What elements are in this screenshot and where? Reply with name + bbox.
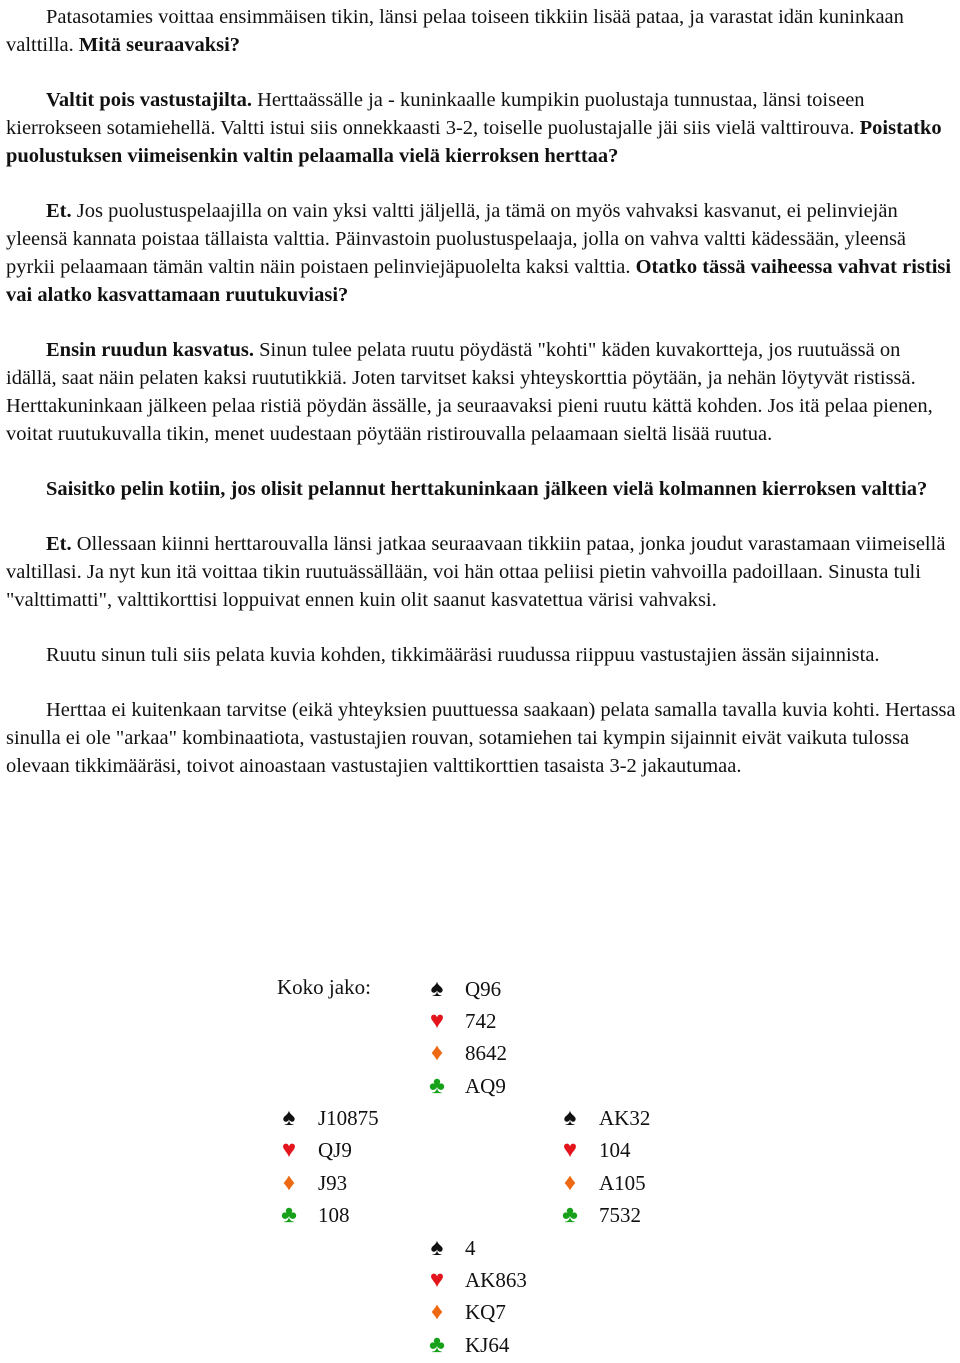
diamond-icon: ♦	[430, 1040, 444, 1066]
bold-text-segment: Ensin ruudun kasvatus.	[46, 339, 260, 361]
north-diamonds: 8642	[465, 1041, 507, 1065]
bold-text-segment: Poistatko puolustuksen viimeisenkin valtin pelaamalla vielä kierroksen herttaa?	[6, 117, 942, 167]
club-icon: ♣	[281, 1202, 297, 1228]
west-hearts: QJ9	[318, 1138, 352, 1162]
paragraph	[6, 336, 956, 448]
bold-text-segment: Valtit pois vastustajilta.	[46, 89, 258, 111]
heart-icon: ♥	[281, 1137, 297, 1163]
paragraph	[6, 197, 956, 309]
spade-icon: ♠	[563, 1105, 577, 1131]
paragraph	[6, 475, 956, 503]
club-icon: ♣	[562, 1202, 578, 1228]
spade-icon: ♠	[282, 1105, 296, 1131]
east-hearts: 104	[599, 1138, 631, 1162]
south-clubs: KJ64	[465, 1333, 510, 1357]
bold-text-segment: Mitä seuraavaksi?	[78, 34, 241, 56]
text-segment: Jos puolustuspelaajilla on vain yksi valtti jäljellä, ja tämä on myös vahvaksi kasvanut, ei pelinviejän yleensä kannata poistaa tällaista valttia. Päinvastoin puolustuspelaaja, jolla on vahva valtti kädessään, yleensä pyrkii pelaamaan tämän valtin näin poistaen pelinviejäpuolelta kaksi valttia.	[6, 200, 907, 278]
east-clubs: 7532	[599, 1203, 641, 1227]
club-icon: ♣	[429, 1332, 445, 1358]
south-hearts: AK863	[465, 1268, 527, 1292]
paragraph	[6, 696, 956, 780]
deal-label: Koko jako:	[277, 975, 371, 999]
north-clubs: AQ9	[465, 1074, 506, 1098]
paragraph	[6, 641, 956, 669]
text-segment: Herttaa ei kuitenkaan tarvitse (eikä yhteyksien puuttuessa saakaan) pelata samalla tavalla kuvia kohti. Hertassa sinulla ei ole "arkaa" kombinaatiota, vastustajien rouvan, sotamiehen tai kympin sijainnit eivät vaikuta tulossa olevaan tikkimääräsi, toivot ainoastaan vastustajien valttikorttien tasaista 3-2 jakautumaa.	[6, 699, 956, 777]
article-body	[6, 3, 956, 807]
text-segment: Ruutu sinun tuli siis pelata kuvia kohden, tikkimääräsi ruudussa riippuu vastustajien ässän sijainnista.	[46, 644, 880, 666]
text-segment: Patasotamies voittaa ensimmäisen tikin, länsi pelaa toiseen tikkiin lisää pataa, ja varastat idän kuninkaan valttilla.	[6, 6, 904, 56]
diamond-icon: ♦	[430, 1299, 444, 1325]
south-spades: 4	[465, 1236, 476, 1260]
west-diamonds: J93	[318, 1171, 348, 1195]
west-clubs: 108	[318, 1203, 350, 1227]
paragraph	[6, 530, 956, 614]
text-segment: Sinun tulee pelata ruutu pöydästä "kohti" käden kuvakortteja, jos ruutuässä on idällä, saat näin pelaten kaksi ruututikkiä. Joten tarvitset kaksi yhteyskorttia pöytään, ja nehän löytyvät ristissä. Herttakuninkaan jälkeen pelaa ristiä pöydän ässälle, ja seuraavaksi pieni ruutu kättä kohden. Jos itä pelaa pienen, voitat ruutukuvalla tikin, menet uudestaan pöytään ristirouvalla pelaamaan sieltä lisää ruutua.	[6, 339, 933, 445]
heart-icon: ♥	[429, 1267, 445, 1293]
spade-icon: ♠	[430, 976, 444, 1002]
heart-icon: ♥	[429, 1008, 445, 1034]
west-spades: J10875	[318, 1106, 379, 1130]
club-icon: ♣	[429, 1073, 445, 1099]
south-diamonds: KQ7	[465, 1300, 506, 1324]
text-segment: Herttaässälle ja - kuninkaalle kumpikin puolustaja tunnustaa, länsi toiseen kierrokseen sotamiehellä. Valtti istui siis onnekkaasti 3-2, toiselle puolustajalle jäi siis vielä valttirouva.	[6, 89, 865, 139]
paragraph	[6, 86, 956, 170]
bold-text-segment: Et.	[46, 533, 77, 555]
heart-icon: ♥	[562, 1137, 578, 1163]
bold-text-segment: Otatko tässä vaiheessa vahvat ristisi vai alatko kasvattamaan ruutukuviasi?	[6, 256, 952, 306]
diamond-icon: ♦	[563, 1170, 577, 1196]
diamond-icon: ♦	[282, 1170, 296, 1196]
bold-text-segment: Et.	[46, 200, 77, 222]
north-hearts: 742	[465, 1009, 497, 1033]
spade-icon: ♠	[430, 1235, 444, 1261]
north-spades: Q96	[465, 977, 502, 1001]
paragraph	[6, 3, 956, 59]
east-diamonds: A105	[599, 1171, 646, 1195]
bold-text-segment: Saisitko pelin kotiin, jos olisit pelannut herttakuninkaan jälkeen vielä kolmannen kierroksen valttia?	[46, 478, 928, 500]
text-segment: Ollessaan kiinni herttarouvalla länsi jatkaa seuraavaan tikkiin pataa, jonka joudut varastamaan viimeisellä valtillasi. Ja nyt kun itä voittaa tikin ruutuässällään, voi hän ottaa peliisi pietin vahvoilla padoillaan. Sinusta tuli "valttimatti", valttikorttisi loppuivat ennen kuin olit saanut kasvatettua värisi vahvaksi.	[6, 533, 946, 611]
east-spades: AK32	[599, 1106, 651, 1130]
